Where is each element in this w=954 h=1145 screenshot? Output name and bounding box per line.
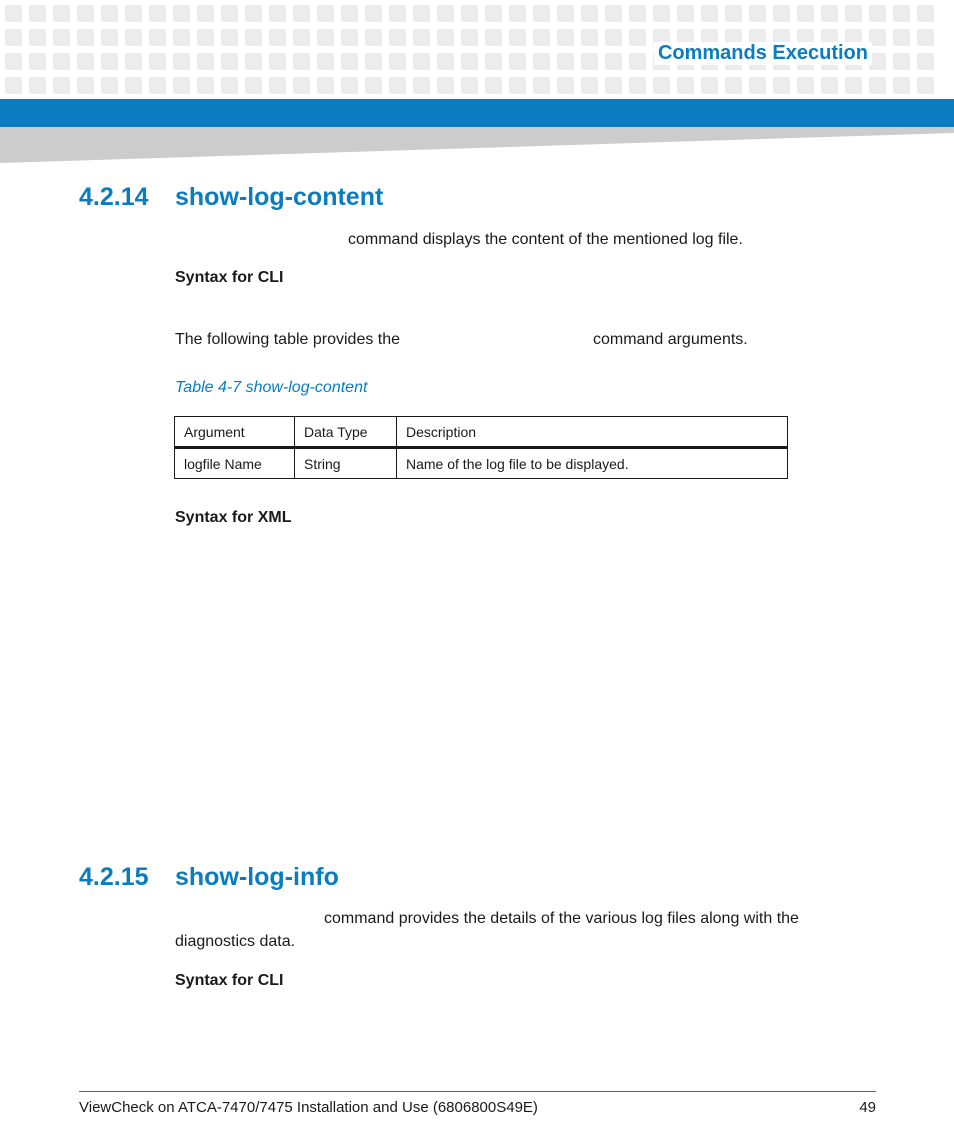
pattern-square (269, 5, 286, 22)
pattern-square (221, 53, 238, 70)
pattern-square (293, 77, 310, 94)
pattern-square (245, 77, 262, 94)
pattern-square (917, 53, 934, 70)
pattern-square (173, 77, 190, 94)
pattern-square (341, 77, 358, 94)
chapter-title: Commands Execution (654, 42, 872, 65)
pattern-square (917, 77, 934, 94)
section-title: show-log-info (175, 863, 339, 891)
pattern-square (389, 5, 406, 22)
pattern-square (701, 77, 718, 94)
pattern-square (557, 53, 574, 70)
pattern-square (773, 5, 790, 22)
pattern-square (293, 29, 310, 46)
pattern-square (821, 5, 838, 22)
section-number: 4.2.14 (79, 183, 149, 211)
pattern-square (845, 5, 862, 22)
column-header-argument: Argument (175, 417, 295, 448)
pattern-square (821, 77, 838, 94)
pattern-square (245, 29, 262, 46)
pattern-square (413, 5, 430, 22)
pattern-square (413, 77, 430, 94)
pattern-square (461, 5, 478, 22)
header-blue-band (0, 99, 954, 127)
pattern-square (197, 5, 214, 22)
cell-argument: logfile Name (175, 448, 295, 479)
pattern-square (341, 29, 358, 46)
pattern-square (605, 29, 622, 46)
pattern-square (773, 77, 790, 94)
section-intro-line1: command provides the details of the various log files along with the (324, 910, 799, 927)
pattern-square (341, 53, 358, 70)
pattern-square (389, 77, 406, 94)
pattern-square (893, 5, 910, 22)
header-grey-wedge (0, 127, 954, 163)
pattern-square (557, 29, 574, 46)
pattern-square (53, 77, 70, 94)
pattern-square (125, 29, 142, 46)
pattern-square (437, 29, 454, 46)
pattern-square (29, 29, 46, 46)
pattern-square (725, 77, 742, 94)
pattern-square (77, 29, 94, 46)
pattern-square (221, 29, 238, 46)
pattern-square (317, 53, 334, 70)
syntax-xml-label: Syntax for XML (175, 509, 292, 526)
pattern-square (149, 77, 166, 94)
pattern-square (389, 53, 406, 70)
pattern-square (269, 77, 286, 94)
pattern-square (461, 77, 478, 94)
pattern-square (533, 5, 550, 22)
pattern-square (245, 53, 262, 70)
column-header-data-type: Data Type (295, 417, 397, 448)
pattern-square (629, 5, 646, 22)
pattern-square (893, 53, 910, 70)
pattern-square (101, 29, 118, 46)
section-intro-line2: diagnostics data. (175, 933, 296, 950)
footer-document-title: ViewCheck on ATCA-7470/7475 Installation and Use (6806800S49E) (79, 1099, 538, 1116)
pattern-square (221, 77, 238, 94)
pattern-square (605, 53, 622, 70)
pattern-square (53, 5, 70, 22)
pattern-square (653, 5, 670, 22)
table-caption: Table 4-7 show-log-content (175, 379, 368, 396)
pattern-square (629, 29, 646, 46)
pattern-square (29, 77, 46, 94)
pattern-square (581, 29, 598, 46)
pattern-square (77, 53, 94, 70)
pattern-square (581, 77, 598, 94)
arguments-table (174, 416, 788, 479)
pattern-square (509, 5, 526, 22)
pattern-square (5, 53, 22, 70)
pattern-square (221, 5, 238, 22)
section-number: 4.2.15 (79, 863, 149, 891)
pattern-square (629, 77, 646, 94)
pattern-square (365, 5, 382, 22)
pattern-square (845, 77, 862, 94)
pattern-square (77, 5, 94, 22)
pattern-square (389, 29, 406, 46)
pattern-square (533, 77, 550, 94)
pattern-square (317, 5, 334, 22)
pattern-square (533, 53, 550, 70)
pattern-square (173, 5, 190, 22)
pattern-square (581, 53, 598, 70)
pattern-square (557, 77, 574, 94)
pattern-square (125, 5, 142, 22)
pattern-square (365, 29, 382, 46)
column-header-description: Description (397, 417, 788, 448)
table-header-row (175, 417, 788, 448)
pattern-square (485, 53, 502, 70)
section-title: show-log-content (175, 183, 384, 211)
pattern-square (917, 29, 934, 46)
pattern-square (197, 29, 214, 46)
pattern-square (869, 77, 886, 94)
pattern-square (533, 29, 550, 46)
pattern-square (437, 5, 454, 22)
pattern-square (653, 77, 670, 94)
table-row (175, 448, 788, 479)
pattern-square (5, 77, 22, 94)
section-intro: command displays the content of the mentioned log file. (348, 231, 743, 248)
pattern-square (77, 77, 94, 94)
pattern-square (437, 77, 454, 94)
pattern-square (245, 5, 262, 22)
pattern-square (917, 5, 934, 22)
section-heading-4-2-15 (79, 863, 339, 892)
pattern-square (5, 5, 22, 22)
pattern-square (509, 77, 526, 94)
pattern-square (5, 29, 22, 46)
pattern-square (605, 5, 622, 22)
pattern-square (629, 53, 646, 70)
pattern-square (797, 5, 814, 22)
pattern-square (677, 77, 694, 94)
pattern-square (749, 5, 766, 22)
pattern-square (677, 5, 694, 22)
syntax-cli-label: Syntax for CLI (175, 972, 284, 989)
pattern-square (149, 5, 166, 22)
pattern-square (485, 29, 502, 46)
pattern-square (53, 53, 70, 70)
pattern-square (341, 5, 358, 22)
pattern-square (461, 29, 478, 46)
pattern-square (413, 53, 430, 70)
pattern-square (29, 53, 46, 70)
pattern-square (509, 53, 526, 70)
pattern-square (485, 5, 502, 22)
table-intro-suffix: command arguments. (593, 331, 748, 348)
pattern-square (125, 53, 142, 70)
pattern-square (749, 77, 766, 94)
pattern-square (461, 53, 478, 70)
pattern-square (893, 77, 910, 94)
pattern-square (365, 53, 382, 70)
pattern-square (149, 29, 166, 46)
pattern-square (605, 77, 622, 94)
cell-description: Name of the log file to be displayed. (397, 448, 788, 479)
pattern-square (269, 53, 286, 70)
pattern-square (437, 53, 454, 70)
pattern-square (317, 29, 334, 46)
cell-data-type: String (295, 448, 397, 479)
pattern-square (125, 77, 142, 94)
pattern-square (101, 53, 118, 70)
pattern-square (797, 77, 814, 94)
pattern-square (581, 5, 598, 22)
page-number: 49 (859, 1099, 876, 1116)
syntax-cli-label: Syntax for CLI (175, 269, 284, 286)
table-intro-prefix: The following table provides the (175, 331, 401, 348)
pattern-square (317, 77, 334, 94)
pattern-square (725, 5, 742, 22)
pattern-square (869, 5, 886, 22)
pattern-square (485, 77, 502, 94)
pattern-square (173, 53, 190, 70)
pattern-square (413, 29, 430, 46)
pattern-square (557, 5, 574, 22)
pattern-square (101, 5, 118, 22)
footer-rule (79, 1091, 876, 1092)
pattern-square (893, 29, 910, 46)
pattern-square (173, 29, 190, 46)
pattern-square (269, 29, 286, 46)
pattern-square (197, 77, 214, 94)
pattern-square (149, 53, 166, 70)
pattern-square (293, 5, 310, 22)
pattern-square (101, 77, 118, 94)
pattern-square (365, 77, 382, 94)
pattern-square (701, 5, 718, 22)
pattern-square (29, 5, 46, 22)
section-heading-4-2-14 (79, 183, 383, 212)
pattern-square (509, 29, 526, 46)
pattern-square (53, 29, 70, 46)
pattern-square (293, 53, 310, 70)
pattern-square (197, 53, 214, 70)
